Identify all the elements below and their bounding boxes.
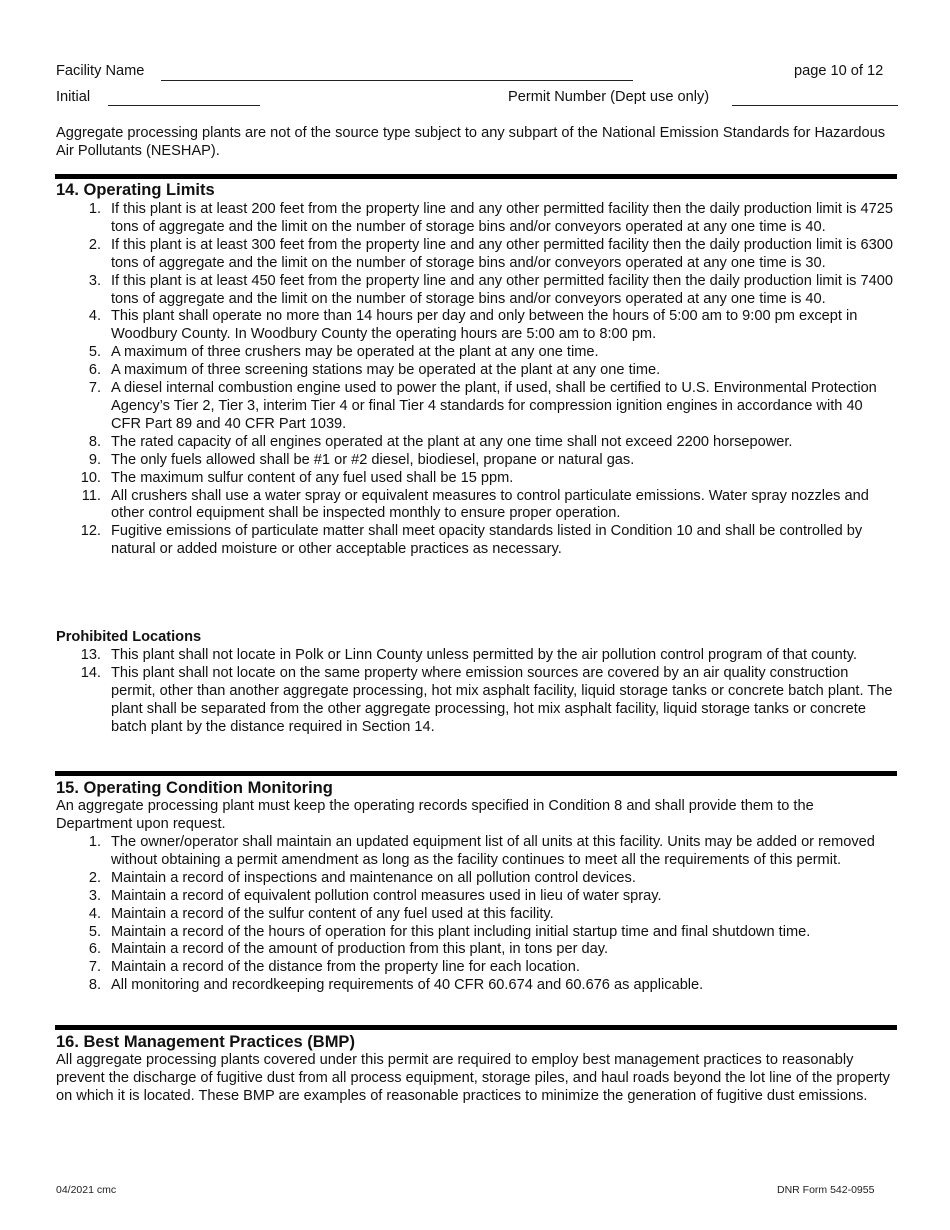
list-item <box>56 362 894 380</box>
list-item <box>56 977 894 995</box>
item-number: 8. <box>88 977 101 994</box>
prohibited-locations-list <box>56 647 894 737</box>
item-text: All crushers shall use a water spray or equivalent measures to control particulate emissions. Water spray nozzles and other control equipment shall be inspected monthly to ensure proper operation. <box>111 487 869 522</box>
item-number: 10. <box>80 469 101 486</box>
section-divider <box>55 1025 897 1030</box>
item-text: A maximum of three screening stations may be operated at the plant at any one time. <box>111 362 661 379</box>
list-item <box>56 452 894 470</box>
item-number: 11. <box>81 487 101 504</box>
list-item <box>56 380 894 434</box>
item-text: Maintain a record of inspections and maintenance on all pollution control devices. <box>111 869 636 886</box>
item-text: A maximum of three crushers may be operated at the plant at any one time. <box>111 344 599 361</box>
item-number: 12. <box>80 523 101 540</box>
list-item <box>56 888 894 906</box>
item-number: 5. <box>88 344 101 361</box>
item-number: 1. <box>88 834 101 850</box>
list-item <box>56 523 894 559</box>
section-16-title: 16. Best Management Practices (BMP) <box>56 1033 355 1051</box>
list-item <box>56 201 894 237</box>
item-text: This plant shall operate no more than 14 hours per day and only between the hours of 5:00 am to 9:00 pm except in Woodbury County. In Woodbury County the operating hours are 5:00 am to 8:00 pm. <box>111 308 858 343</box>
item-number: 5. <box>88 923 101 940</box>
item-number: 3. <box>88 887 101 904</box>
item-text: If this plant is at least 300 feet from the property line and any other permitted facility then the daily production limit is 6300 tons of aggregate and the limit on the number of storage bins and/or conveyors operated at any one time is 30. <box>111 236 893 271</box>
list-item <box>56 665 894 737</box>
section-divider <box>55 771 897 776</box>
list-item <box>56 273 894 309</box>
item-text: The only fuels allowed shall be #1 or #2 diesel, biodiesel, propane or natural gas. <box>111 451 635 468</box>
item-text: This plant shall not locate in Polk or Linn County unless permitted by the air pollution control program of that county. <box>111 647 858 663</box>
prohibited-locations-title: Prohibited Locations <box>56 629 202 645</box>
item-text: Maintain a record of the distance from the property line for each location. <box>111 959 580 976</box>
permit-number-field[interactable] <box>732 105 898 106</box>
item-text: Maintain a record of the sulfur content of any fuel used at this facility. <box>111 905 554 922</box>
list-item <box>56 924 894 942</box>
item-text: The maximum sulfur content of any fuel used shall be 15 ppm. <box>111 469 514 486</box>
item-number: 4. <box>88 308 101 325</box>
list-item <box>56 941 894 959</box>
list-item <box>56 344 894 362</box>
item-number: 4. <box>88 905 101 922</box>
list-item <box>56 647 894 665</box>
item-number: 7. <box>88 380 101 397</box>
list-item <box>56 470 894 488</box>
list-item <box>56 906 894 924</box>
item-text: All monitoring and recordkeeping requirements of 40 CFR 60.674 and 60.676 as applicable. <box>111 977 704 994</box>
item-number: 2. <box>88 869 101 886</box>
item-text: Maintain a record of equivalent pollution control measures used in lieu of water spray. <box>111 887 662 904</box>
list-item <box>56 237 894 273</box>
initial-label: Initial <box>56 89 91 105</box>
item-text: Maintain a record of the hours of operation for this plant including initial startup time and final shutdown time. <box>111 923 811 940</box>
facility-name-field[interactable] <box>161 80 633 81</box>
footer-form-number: DNR Form 542-0955 <box>777 1184 875 1196</box>
item-text: This plant shall not locate on the same property where emission sources are covered by an air quality construction permit, other than another aggregate processing, hot mix asphalt facility, liquid storage tanks or concrete batch plant. The plant shall be separated from the other aggregate processing, hot mix asphalt facility, liquid storage tanks or concrete batch plant by the distance required in Section 14. <box>111 664 893 735</box>
list-item <box>56 959 894 977</box>
item-number: 8. <box>88 433 101 450</box>
list-item <box>56 834 894 870</box>
list-item <box>56 870 894 888</box>
item-number: 2. <box>88 236 101 253</box>
item-text: If this plant is at least 200 feet from the property line and any other permitted facility then the daily production limit is 4725 tons of aggregate and the limit on the number of storage bins and/or conveyors operated at any one time is 40. <box>111 201 893 235</box>
section-16-text: All aggregate processing plants covered under this permit are required to employ best management practices to reasonably prevent the discharge of fugitive dust from all process equipment, storage piles, and haul roads beyond the lot line of the property on which it is located. These BMP are examples of reasonable practices to minimize the generation of fugitive dust emissions. <box>56 1052 890 1104</box>
section-15-title: 15. Operating Condition Monitoring <box>56 779 333 797</box>
item-number: 7. <box>88 959 101 976</box>
item-text: A diesel internal combustion engine used to power the plant, if used, shall be certified to U.S. Environmental Protection Agency’s Tier 2, Tier 3, interim Tier 4 or final Tier 4 standards for compression ignition engines in accordance with 40 CFR Part 89 and 40 CFR Part 1039. <box>111 380 877 432</box>
page-number: page 10 of 12 <box>794 63 884 79</box>
neshap-statement: Aggregate processing plants are not of the source type subject to any subpart of the National Emission Standards for Hazardous Air Pollutants (NESHAP). <box>56 125 886 159</box>
item-number: 6. <box>88 941 101 958</box>
item-text: Maintain a record of the amount of production from this plant, in tons per day. <box>111 941 608 958</box>
section-15-intro: An aggregate processing plant must keep the operating records specified in Condition 8 and shall provide them to the Department upon request. <box>56 798 814 832</box>
item-text: The owner/operator shall maintain an updated equipment list of all units at this facility. Units may be added or removed without obtaining a permit amendment as long as the facility continues to meet all the requirements of this permit. <box>111 834 875 868</box>
item-number: 6. <box>88 362 101 379</box>
item-number: 14. <box>80 664 101 681</box>
item-text: If this plant is at least 450 feet from the property line and any other permitted facility then the daily production limit is 7400 tons of aggregate and the limit on the number of storage bins and/or conveyors operated at any one time is 40. <box>111 272 893 307</box>
section-divider <box>55 174 897 179</box>
item-text: The rated capacity of all engines operated at the plant at any one time shall not exceed 2200 horsepower. <box>111 433 793 450</box>
footer-revision: 04/2021 cmc <box>56 1184 117 1196</box>
item-number: 3. <box>88 272 101 289</box>
permit-number-label: Permit Number (Dept use only) <box>508 89 710 105</box>
list-item <box>56 488 894 524</box>
item-number: 13. <box>80 647 101 663</box>
item-number: 9. <box>88 451 101 468</box>
item-number: 1. <box>88 201 101 217</box>
section-14-title: 14. Operating Limits <box>56 181 215 199</box>
monitoring-list <box>56 834 894 995</box>
list-item <box>56 434 894 452</box>
operating-limits-list <box>56 201 894 559</box>
initial-field[interactable] <box>108 105 260 106</box>
list-item <box>56 308 894 344</box>
facility-name-label: Facility Name <box>56 63 145 79</box>
item-text: Fugitive emissions of particulate matter shall meet opacity standards listed in Condition 10 and shall be controlled by natural or added moisture or other acceptable practices as necessary. <box>111 523 863 558</box>
